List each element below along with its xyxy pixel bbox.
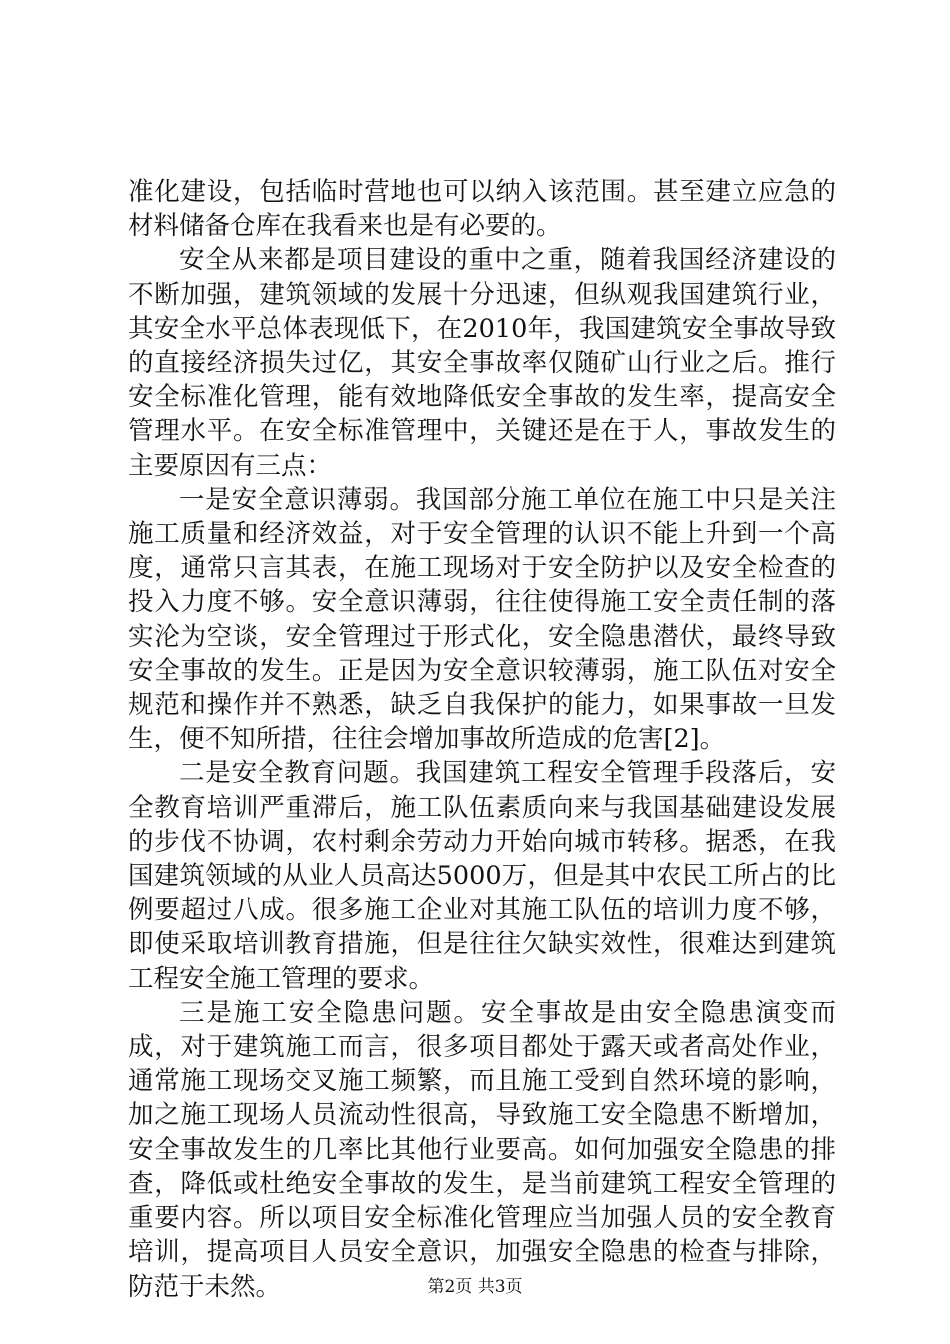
paragraph-reason-hazards: 三是施工安全隐患问题。安全事故是由安全隐患演变而成，对于建筑施工而言，很多项目都处于露天或者高处作业，通常施工现场交叉施工频繁，而且施工受到自然环境的影响，加之施工现场人员流动性很高，导致施工安全隐患不断增加，安全事故发生的几率比其他行业要高。如何加强安全隐患的排查，降低或杜绝安全事故的发生，是当前建筑工程安全管理的重要内容。所以项目安全标准化管理应当加强人员的安全教育培训，提高项目人员安全意识，加强安全隐患的检查与排除，防范于未然。 xyxy=(128,997,836,1302)
page-number-label: 第2页 共3页 xyxy=(427,1277,523,1297)
paragraph-continuation: 准化建设，包括临时营地也可以纳入该范围。甚至建立应急的材料储备仓库在我看来也是有必要的。 xyxy=(128,177,836,242)
paragraph-safety-importance: 安全从来都是项目建设的重中之重，随着我国经济建设的不断加强，建筑领域的发展十分迅速，但纵观我国建筑行业，其安全水平总体表现低下，在2010年，我国建筑安全事故导致的直接经济损失过亿，其安全事故率仅随矿山行业之后。推行安全标准化管理，能有效地降低安全事故的发生率，提高安全管理水平。在安全标准管理中，关键还是在于人，事故发生的主要原因有三点： xyxy=(128,245,836,481)
page-footer xyxy=(0,1276,950,1298)
paragraph-reason-education: 二是安全教育问题。我国建筑工程安全管理手段落后，安全教育培训严重滞后，施工队伍素质向来与我国基础建设发展的步伐不协调，农村剩余劳动力开始向城市转移。据悉，在我国建筑领域的从业人员高达5000万，但是其中农民工所占的比例要超过八成。很多施工企业对其施工队伍的培训力度不够，即使采取培训教育措施，但是往往欠缺实效性，很难达到建筑工程安全施工管理的要求。 xyxy=(128,758,836,994)
paragraph-reason-awareness: 一是安全意识薄弱。我国部分施工单位在施工中只是关注施工质量和经济效益，对于安全管理的认识不能上升到一个高度，通常只言其表，在施工现场对于安全防护以及安全检查的投入力度不够。安全意识薄弱，往往使得施工安全责任制的落实沦为空谈，安全管理过于形式化，安全隐患潜伏，最终导致安全事故的发生。正是因为安全意识较薄弱，施工队伍对安全规范和操作并不熟悉，缺乏自我保护的能力，如果事故一旦发生，便不知所措，往往会增加事故所造成的危害[2]。 xyxy=(128,484,836,755)
document-body xyxy=(128,175,836,1304)
